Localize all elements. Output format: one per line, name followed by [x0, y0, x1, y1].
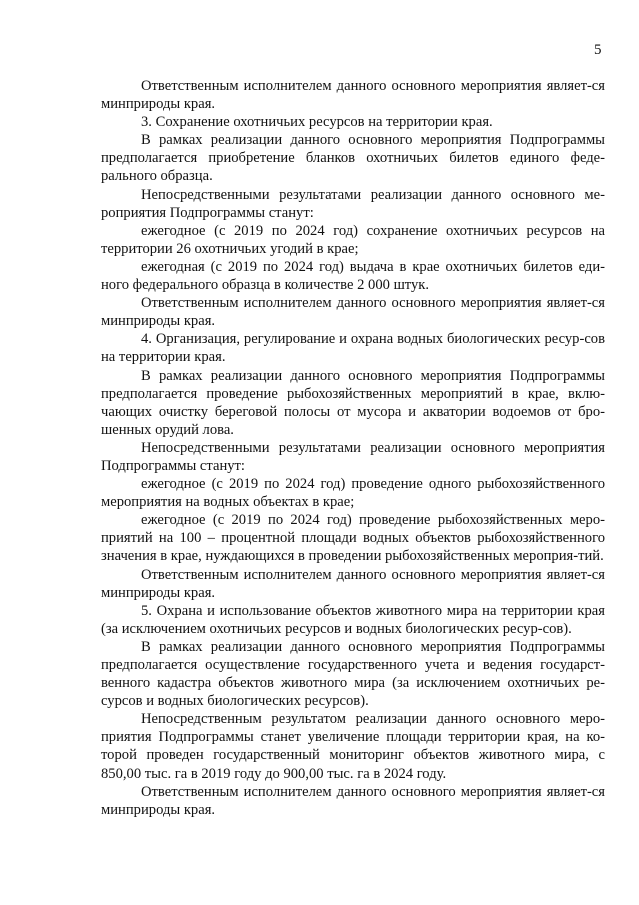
paragraph-section-3-result-2: ежегодная (с 2019 по 2024 год) выдача в крае охотничьих билетов еди-ного федерального образца в количестве 2 000 штук. — [101, 258, 605, 294]
page-number: 5 — [594, 42, 602, 58]
paragraph-section-4-result-1: ежегодное (с 2019 по 2024 год) проведение одного рыбохозяйственного мероприятия на водных объектах в крае; — [101, 476, 605, 511]
section-heading-4: 4. Организация, регулирование и охрана водных биологических ресур-сов на территории края. — [101, 331, 605, 366]
paragraph-section-4-results-intro: Непосредственными результатами реализации основного мероприятия Подпрограммы станут: — [101, 439, 605, 474]
paragraph-responsible-executor-1: Ответственным исполнителем данного основного мероприятия являет-ся минприроды края. — [101, 78, 605, 113]
paragraph-responsible-executor-4: Ответственным исполнителем данного основного мероприятия являет-ся минприроды края. — [101, 783, 605, 818]
paragraph-section-4-result-2: ежегодное (с 2019 по 2024 год) проведение рыбохозяйственных меро-приятий на 100 – процентной площади водных объектов рыбохозяйственного значения в крае, нуждающихся в проведении рыбохозяйственных мероприя-тий. — [101, 512, 605, 565]
paragraph-section-5-result: Непосредственным результатом реализации данного основного меро-приятия Подпрограммы станет увеличение площади территории края, на ко-торой проведен государственный мониторинг объектов животного мира, с 850,00 тыс. га в 2019 году до 900,00 тыс. га в 2024 году. — [101, 711, 605, 782]
section-heading-5: 5. Охрана и использование объектов животного мира на территории края (за исключением охотничьих ресурсов и водных биологических ресур-сов). — [101, 602, 605, 637]
paragraph-section-3-result-1: ежегодное (с 2019 по 2024 год) сохранение охотничьих ресурсов на территории 26 охотничьих угодий в крае; — [101, 222, 605, 257]
document-body — [101, 77, 605, 819]
paragraph-responsible-executor-3: Ответственным исполнителем данного основного мероприятия являет-ся минприроды края. — [101, 566, 605, 601]
paragraph-section-5-description: В рамках реализации данного основного мероприятия Подпрограммы предполагается осуществление государственного учета и ведения государст-венного кадастра объектов животного мира (за исключением охотничьих ре-сурсов и водных биологических ресурсов). — [101, 638, 605, 710]
paragraph-responsible-executor-2: Ответственным исполнителем данного основного мероприятия являет-ся минприроды края. — [101, 295, 605, 330]
paragraph-section-3-description: В рамках реализации данного основного мероприятия Подпрограммы предполагается приобретение бланков охотничьих билетов единого феде-рального образца. — [101, 132, 605, 185]
paragraph-section-3-results-intro: Непосредственными результатами реализации данного основного ме-роприятия Подпрограммы станут: — [101, 186, 605, 221]
section-heading-3: 3. Сохранение охотничьих ресурсов на территории края. — [141, 114, 493, 131]
paragraph-section-4-description: В рамках реализации данного основного мероприятия Подпрограммы предполагается проведение рыбохозяйственных мероприятий в крае, вклю-чающих очистку береговой полосы от мусора и акватории водоемов от бро-шенных орудий лова. — [101, 367, 605, 438]
